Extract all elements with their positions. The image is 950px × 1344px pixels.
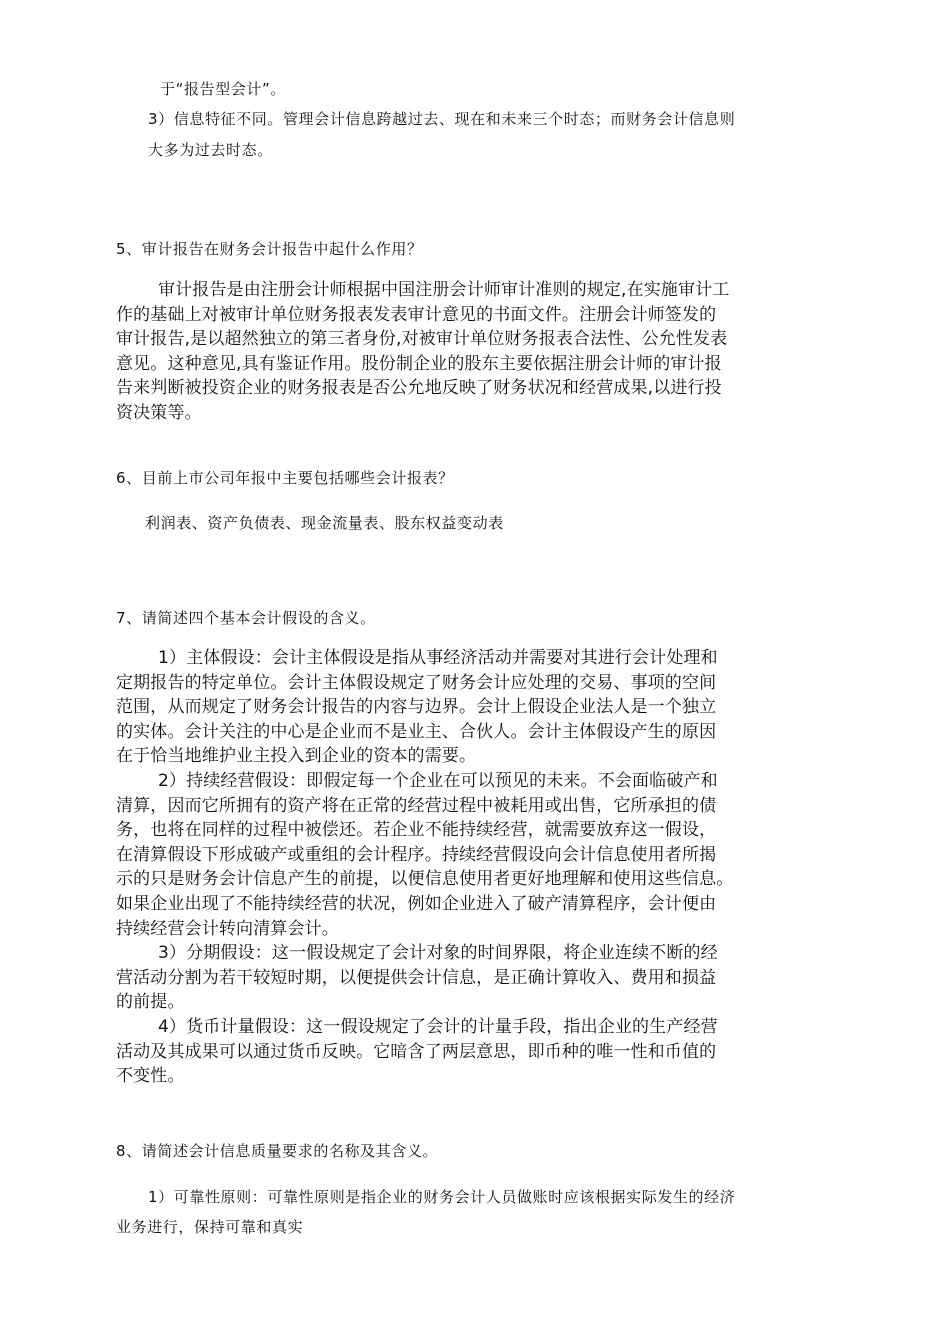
q5-line: 审计报告是由注册会计师根据中国注册会计师审计准则的规定,在实施审计工 bbox=[158, 280, 730, 300]
paragraph-info-feature: 3）信息特征不同。管理会计信息跨越过去、现在和未来三个时态；而财务会计信息则 bbox=[148, 110, 736, 128]
q7-line: 3）分期假设：这一假设规定了会计对象的时间界限，将企业连续不断的经 bbox=[158, 943, 718, 964]
question-6-answer: 利润表、资产负债表、现金流量表、股东权益变动表 bbox=[145, 514, 504, 532]
q7-line: 的实体。会计关注的中心是企业而不是业主、合伙人。会计主体假设产生的原因 bbox=[116, 721, 717, 742]
q7-line: 定期报告的特定单位。会计主体假设规定了财务会计应处理的交易、事项的空间 bbox=[116, 672, 717, 693]
q7-line: 不变性。 bbox=[116, 1066, 185, 1087]
question-8-answer-line1: 1）可靠性原则：可靠性原则是指企业的财务会计人员做账时应该根据实际发生的经济 bbox=[148, 1188, 736, 1206]
q7-line: 1）主体假设：会计主体假设是指从事经济活动并需要对其进行会计处理和 bbox=[158, 648, 718, 668]
q7-line: 活动及其成果可以通过货币反映。它暗含了两层意思，即币种的唯一性和币值的 bbox=[116, 1041, 717, 1062]
question-5-heading: 5、审计报告在财务会计报告中起什么作用？ bbox=[116, 240, 423, 258]
paragraph-info-feature-cont: 大多为过去时态。 bbox=[148, 141, 273, 159]
q5-line: 告来判断被投资企业的财务报表是否公允地反映了财务状况和经营成果,以进行投 bbox=[116, 378, 722, 399]
q7-line: 范围，从而规定了财务会计报告的内容与边界。会计上假设企业法人是一个独立 bbox=[116, 697, 717, 718]
q7-line: 在清算假设下形成破产或重组的会计程序。持续经营假设向会计信息使用者所揭 bbox=[116, 844, 717, 865]
question-5-answer bbox=[116, 278, 846, 426]
question-8-answer-line2: 业务进行，保持可靠和真实 bbox=[116, 1218, 304, 1236]
question-7-answer bbox=[116, 646, 846, 1089]
q7-line: 在于恰当地维护业主投入到企业的资本的需要。 bbox=[116, 746, 477, 767]
q7-line: 2）持续经营假设：即假定每一个企业在可以预见的未来。不会面临破产和 bbox=[158, 770, 718, 791]
q5-line: 审计报告,是以超然独立的第三者身份,对被审计单位财务报表合法性、公允性发表 bbox=[116, 329, 728, 350]
q7-line: 的前提。 bbox=[116, 992, 185, 1013]
q5-line: 资决策等。 bbox=[116, 402, 202, 423]
q7-line: 4）货币计量假设：这一假设规定了会计的计量手段，指出企业的生产经营 bbox=[158, 1016, 718, 1037]
q5-line: 作的基础上对被审计单位财务报表发表审计意见的书面文件。注册会计师签发的 bbox=[116, 304, 717, 325]
q5-line: 意见。这种意见,具有鉴证作用。股份制企业的股东主要依据注册会计师的审计报 bbox=[116, 353, 722, 374]
q7-line: 营活动分割为若干较短时期，以便提供会计信息，是正确计算收入、费用和损益 bbox=[116, 967, 717, 988]
paragraph-continuation: 于“报告型会计”。 bbox=[160, 80, 286, 98]
q7-line: 示的只是财务会计信息产生的前提，以便信息使用者更好地理解和使用这些信息。 bbox=[116, 869, 734, 890]
q7-line: 清算，因而它所拥有的资产将在正常的经营过程中被耗用或出售，它所承担的债 bbox=[116, 795, 717, 816]
question-8-heading: 8、请简述会计信息质量要求的名称及其含义。 bbox=[116, 1142, 439, 1160]
q7-line: 持续经营会计转向清算会计。 bbox=[116, 918, 339, 939]
question-6-heading: 6、目前上市公司年报中主要包括哪些会计报表？ bbox=[116, 469, 454, 487]
q7-line: 如果企业出现了不能持续经营的状况，例如企业进入了破产清算程序，会计便由 bbox=[116, 893, 717, 914]
q7-line: 务，也将在同样的过程中被偿还。若企业不能持续经营，就需要放弃这一假设， bbox=[116, 820, 717, 841]
question-7-heading: 7、请简述四个基本会计假设的含义。 bbox=[116, 609, 376, 627]
